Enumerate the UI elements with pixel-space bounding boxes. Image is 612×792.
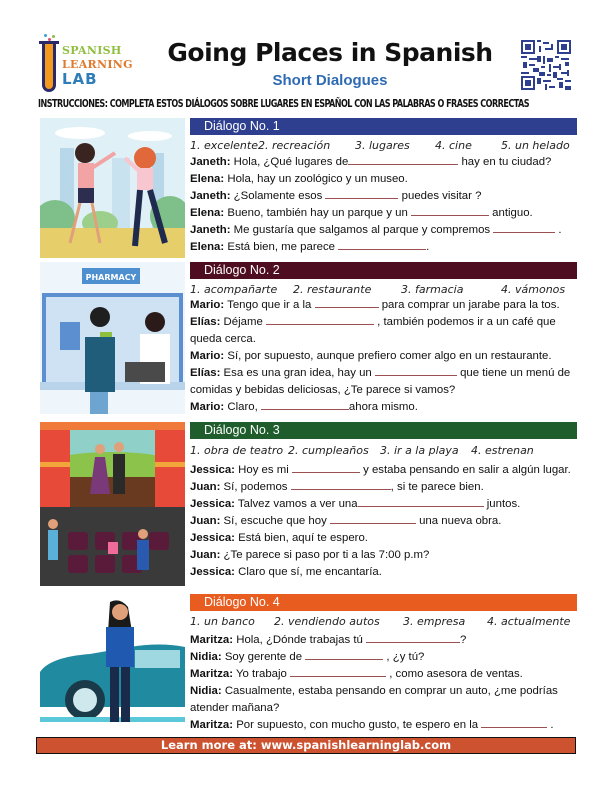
word-option: 2. cumpleaños <box>288 444 369 457</box>
dialog-line: Juan: ¿Te parece si paso por ti a las 7:00 p.m? <box>190 549 430 561</box>
illustration-pharmacy <box>40 262 185 414</box>
dialog-line: Janeth: Hola, ¿Qué lugares de hay en tu ciudad? <box>190 156 552 168</box>
illustration-friends-park <box>40 118 185 258</box>
answer-blank[interactable] <box>358 496 484 507</box>
dialog-line: Maritza: Por supuesto, con mucho gusto, te espero en la . <box>190 719 554 731</box>
answer-blank[interactable] <box>291 479 391 490</box>
answer-blank[interactable] <box>375 365 457 376</box>
answer-blank[interactable] <box>261 399 349 410</box>
word-option: 2. vendiendo autos <box>274 615 380 628</box>
answer-blank[interactable] <box>325 188 398 199</box>
dialog-line: Janeth: Me gustaría que salgamos al parque y compremos . <box>190 224 562 236</box>
dialog-line: Jessica: Talvez vamos a ver una juntos. <box>190 498 521 510</box>
answer-blank[interactable] <box>305 649 383 660</box>
logo-line-1: SPANISH <box>62 44 122 57</box>
footer-link-banner[interactable]: Learn more at: www.spanishlearninglab.com <box>36 737 576 754</box>
dialog-line: Maritza: Hola, ¿Dónde trabajas tú ? <box>190 634 467 646</box>
answer-blank[interactable] <box>292 462 360 473</box>
answer-blank[interactable] <box>481 717 547 728</box>
dialog-line: Nidia: Casualmente, estaba pensando en comprar un auto, ¿me podrías <box>190 685 558 697</box>
dialog-line: Jessica: Hoy es mi y estaba pensando en salir a algún lugar. <box>190 464 571 476</box>
word-option: 4. vámonos <box>501 283 566 296</box>
answer-blank[interactable] <box>290 666 386 677</box>
word-option: 4. estrenan <box>471 444 534 457</box>
word-option: 4. actualmente <box>487 615 571 628</box>
dialog-line: Juan: Sí, escuche que hoy una nueva obra. <box>190 515 502 527</box>
answer-blank[interactable] <box>493 222 555 233</box>
pharmacy-sign: PHARMACY <box>85 273 137 282</box>
word-option: 1. acompañarte <box>190 283 278 296</box>
logo-line-3: LAB <box>62 70 98 88</box>
dialog-line: Juan: Sí, podemos , si te parece bien. <box>190 481 484 493</box>
dialog-1-header: Diálogo No. 1 <box>190 118 577 135</box>
word-option: 3. farmacia <box>401 283 464 296</box>
dialog-3-header: Diálogo No. 3 <box>190 422 577 439</box>
illustration-theater <box>40 422 185 586</box>
page-title: Going Places in Spanish <box>167 38 493 67</box>
dialog-line: Mario: Tengo que ir a la para comprar un jarabe para la tos. <box>190 299 560 311</box>
page-subtitle: Short Dialogues <box>272 72 388 89</box>
dialog-line: Maritza: Yo trabajo , como asesora de ventas. <box>190 668 523 680</box>
answer-blank[interactable] <box>338 239 426 250</box>
qr-code-icon[interactable] <box>521 40 571 90</box>
answer-blank[interactable] <box>266 314 374 325</box>
answer-blank[interactable] <box>348 154 458 165</box>
dialog-1-word-bank <box>190 139 580 152</box>
word-option: 1. obra de teatro <box>190 444 284 457</box>
dialog-line: Mario: Claro, ahora mismo. <box>190 401 418 413</box>
dialog-line: Elena: Bueno, también hay un parque y un antiguo. <box>190 207 533 219</box>
dialog-line: atender mañana? <box>190 702 280 714</box>
dialog-line: comidas y bebidas deliciosas, ¿Te parece si vamos? <box>190 384 456 396</box>
answer-blank[interactable] <box>315 297 379 308</box>
word-option: 3. empresa <box>403 615 466 628</box>
answer-blank[interactable] <box>411 205 489 216</box>
word-option: 2. recreación <box>258 139 331 152</box>
dialog-line: Janeth: ¿Solamente esos puedes visitar ? <box>190 190 482 202</box>
dialog-line: Nidia: Soy gerente de , ¿y tú? <box>190 651 425 663</box>
word-option: 4. cine <box>435 139 472 152</box>
dialog-line: Elías: Esa es una gran idea, hay un que tiene un menú de <box>190 367 571 379</box>
dialog-2-word-bank <box>190 283 580 296</box>
illustration-businesswoman-car <box>40 592 185 732</box>
dialog-line: Jessica: Claro que sí, me encantaría. <box>190 566 382 578</box>
word-option: 1. un banco <box>190 615 255 628</box>
dialog-2-header: Diálogo No. 2 <box>190 262 577 279</box>
dialog-line: Mario: Sí, por supuesto, aunque prefiero comer algo en un restaurante. <box>190 350 552 362</box>
dialog-3-word-bank <box>190 444 580 457</box>
dialog-3-lines <box>190 462 590 581</box>
dialog-line: Elías: Déjame , también podemos ir a un café que <box>190 316 556 328</box>
test-tube-icon <box>42 44 56 92</box>
word-option: 5. un helado <box>501 139 570 152</box>
answer-blank[interactable] <box>366 632 460 643</box>
dialog-2-lines <box>190 297 590 416</box>
logo-line-2: LEARNING <box>62 58 133 71</box>
word-option: 1. excelente <box>190 139 258 152</box>
instructions: INSTRUCCIONES: COMPLETA ESTOS DIÁLOGOS SOBRE LUGARES EN ESPAÑOL CON LAS PALABRAS O FRASES CORRECTAS <box>38 99 530 110</box>
dialog-line: Elena: Está bien, me parece . <box>190 241 430 253</box>
word-option: 3. ir a la playa <box>380 444 459 457</box>
dialog-line: Jessica: Está bien, aquí te espero. <box>190 532 368 544</box>
dialog-4-word-bank <box>190 615 580 628</box>
dialog-line: Elena: Hola, hay un zoológico y un museo. <box>190 173 408 185</box>
dialog-1-lines <box>190 154 590 256</box>
answer-blank[interactable] <box>330 513 416 524</box>
word-option: 2. restaurante <box>293 283 372 296</box>
word-option: 3. lugares <box>355 139 410 152</box>
dialog-4-header: Diálogo No. 4 <box>190 594 577 611</box>
dialog-line: queda cerca. <box>190 333 256 345</box>
dialog-4-lines <box>190 632 590 734</box>
spanish-learning-lab-logo <box>36 38 146 100</box>
